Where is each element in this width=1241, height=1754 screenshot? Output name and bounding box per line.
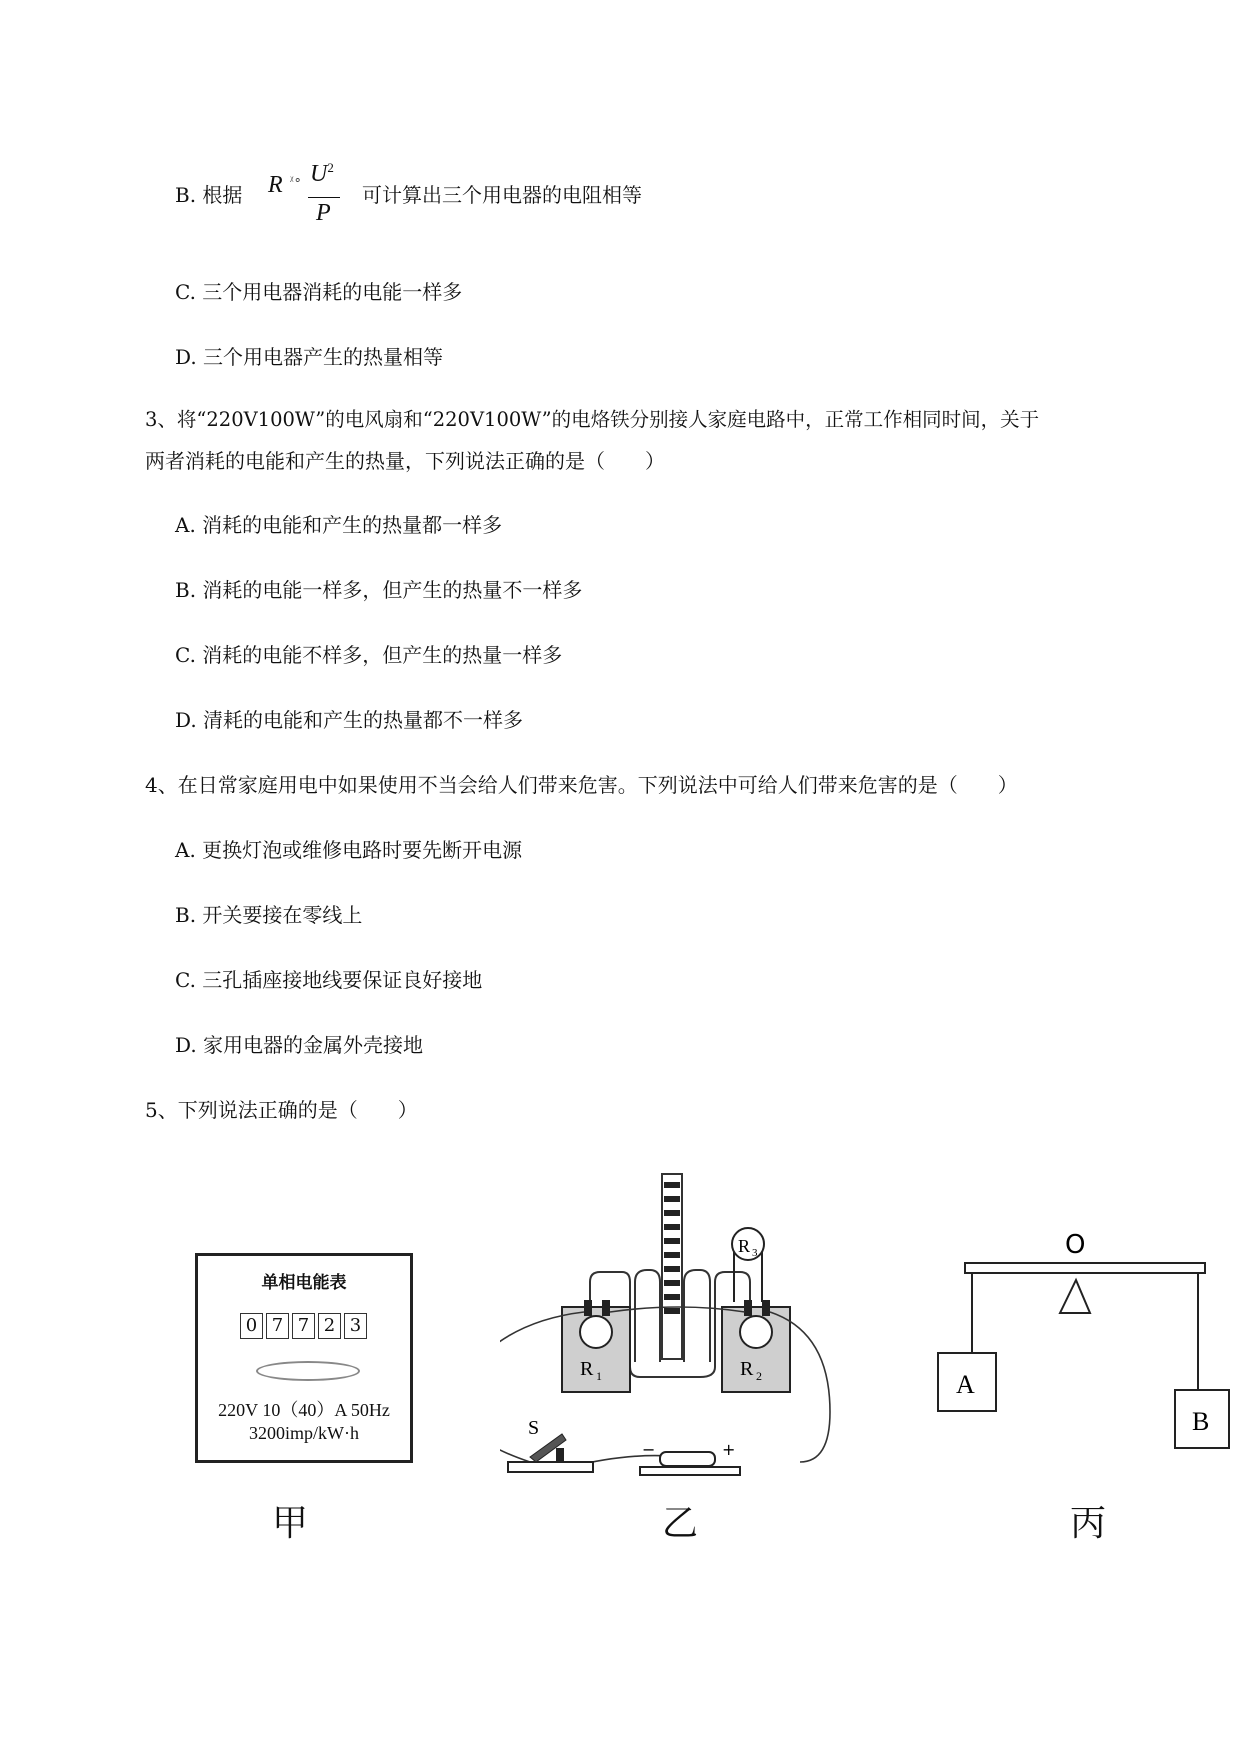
flask-r2-icon	[740, 1316, 772, 1348]
meter-title: 单相电能表	[261, 1273, 347, 1293]
label-r3: R	[738, 1236, 751, 1256]
figure-caption-jia: 甲	[272, 1503, 309, 1544]
option-3d: D. 清耗的电能和产生的热量都不一样多	[175, 708, 524, 732]
option-label: B.	[175, 183, 197, 207]
label-r2-sub: 2	[756, 1369, 762, 1383]
label-r1: R	[580, 1358, 594, 1380]
question-4: 4、在日常家庭用电中如果使用不当会给人们带来危害。下列说法中可给人们带来危害的是（ ）	[145, 773, 1018, 797]
figure-caption-yi: 乙	[662, 1503, 699, 1544]
switch-post	[556, 1448, 564, 1462]
option-2b	[175, 180, 242, 210]
fulcrum-icon	[1060, 1280, 1090, 1313]
label-pivot: O	[1065, 1230, 1086, 1260]
formula-denominator: P	[316, 200, 331, 226]
formula-marks: ᵡ∘	[290, 172, 302, 187]
battery-base	[640, 1467, 740, 1475]
option-2d: D. 三个用电器产生的热量相等	[175, 345, 444, 369]
label-r2: R	[740, 1358, 754, 1380]
terminal	[762, 1300, 770, 1316]
terminal	[602, 1300, 610, 1316]
heating-circuit-figure	[500, 1172, 840, 1492]
battery-icon	[660, 1452, 715, 1466]
fraction-bar	[308, 197, 340, 198]
meter-digits	[240, 1313, 367, 1339]
meter-digit: 2	[318, 1313, 341, 1339]
energy-meter-figure	[195, 1253, 413, 1463]
option-4b: B. 开关要接在零线上	[175, 903, 363, 927]
label-negative: −	[642, 1440, 656, 1459]
option-2b-text: 可计算出三个用电器的电阻相等	[362, 183, 642, 207]
formula-r: R	[268, 172, 283, 198]
terminal	[584, 1300, 592, 1316]
option-3a: A. 消耗的电能和产生的热量都一样多	[175, 513, 503, 537]
label-r1-sub: 1	[596, 1369, 602, 1383]
switch-base	[508, 1462, 593, 1472]
meter-digit: 3	[344, 1313, 367, 1339]
meter-disc-icon	[256, 1361, 360, 1381]
meter-spec-2: 3200imp/kW·h	[249, 1423, 359, 1443]
label-a: A	[956, 1370, 975, 1399]
terminal	[744, 1300, 752, 1316]
option-3c: C. 消耗的电能不样多，但产生的热量一样多	[175, 643, 563, 667]
label-positive: +	[722, 1440, 736, 1459]
lever-bar	[965, 1263, 1205, 1273]
option-4c: C. 三孔插座接地线要保证良好接地	[175, 968, 483, 992]
option-4d: D. 家用电器的金属外壳接地	[175, 1033, 424, 1057]
lever-figure	[930, 1225, 1235, 1465]
option-3b: B. 消耗的电能一样多，但产生的热量不一样多	[175, 578, 583, 602]
option-text-pre: 根据	[202, 183, 243, 207]
question-5: 5、下列说法正确的是（ ）	[145, 1098, 418, 1122]
meter-spec-1: 220V 10（40）A 50Hz	[218, 1400, 390, 1420]
label-b: B	[1192, 1407, 1210, 1436]
question-3-line1: 3、将“220V100W”的电风扇和“220V100W”的电烙铁分别接人家庭电路中，正常工作相同时间，关于	[145, 408, 1040, 431]
question-3-line2: 两者消耗的电能和产生的热量，下列说法正确的是（ ）	[145, 449, 665, 473]
meter-digit: 7	[292, 1313, 315, 1339]
meter-digit: 0	[240, 1313, 263, 1339]
meter-digit: 7	[266, 1313, 289, 1339]
option-4a: A. 更换灯泡或维修电路时要先断开电源	[175, 838, 523, 862]
label-r3-sub: 3	[752, 1247, 758, 1259]
formula-numerator: $U^2$	[310, 160, 334, 187]
figure-caption-bing: 丙	[1070, 1503, 1107, 1544]
flask-r1-icon	[580, 1316, 612, 1348]
option-2c: C. 三个用电器消耗的电能一样多	[175, 280, 463, 304]
label-switch: S	[528, 1417, 540, 1439]
